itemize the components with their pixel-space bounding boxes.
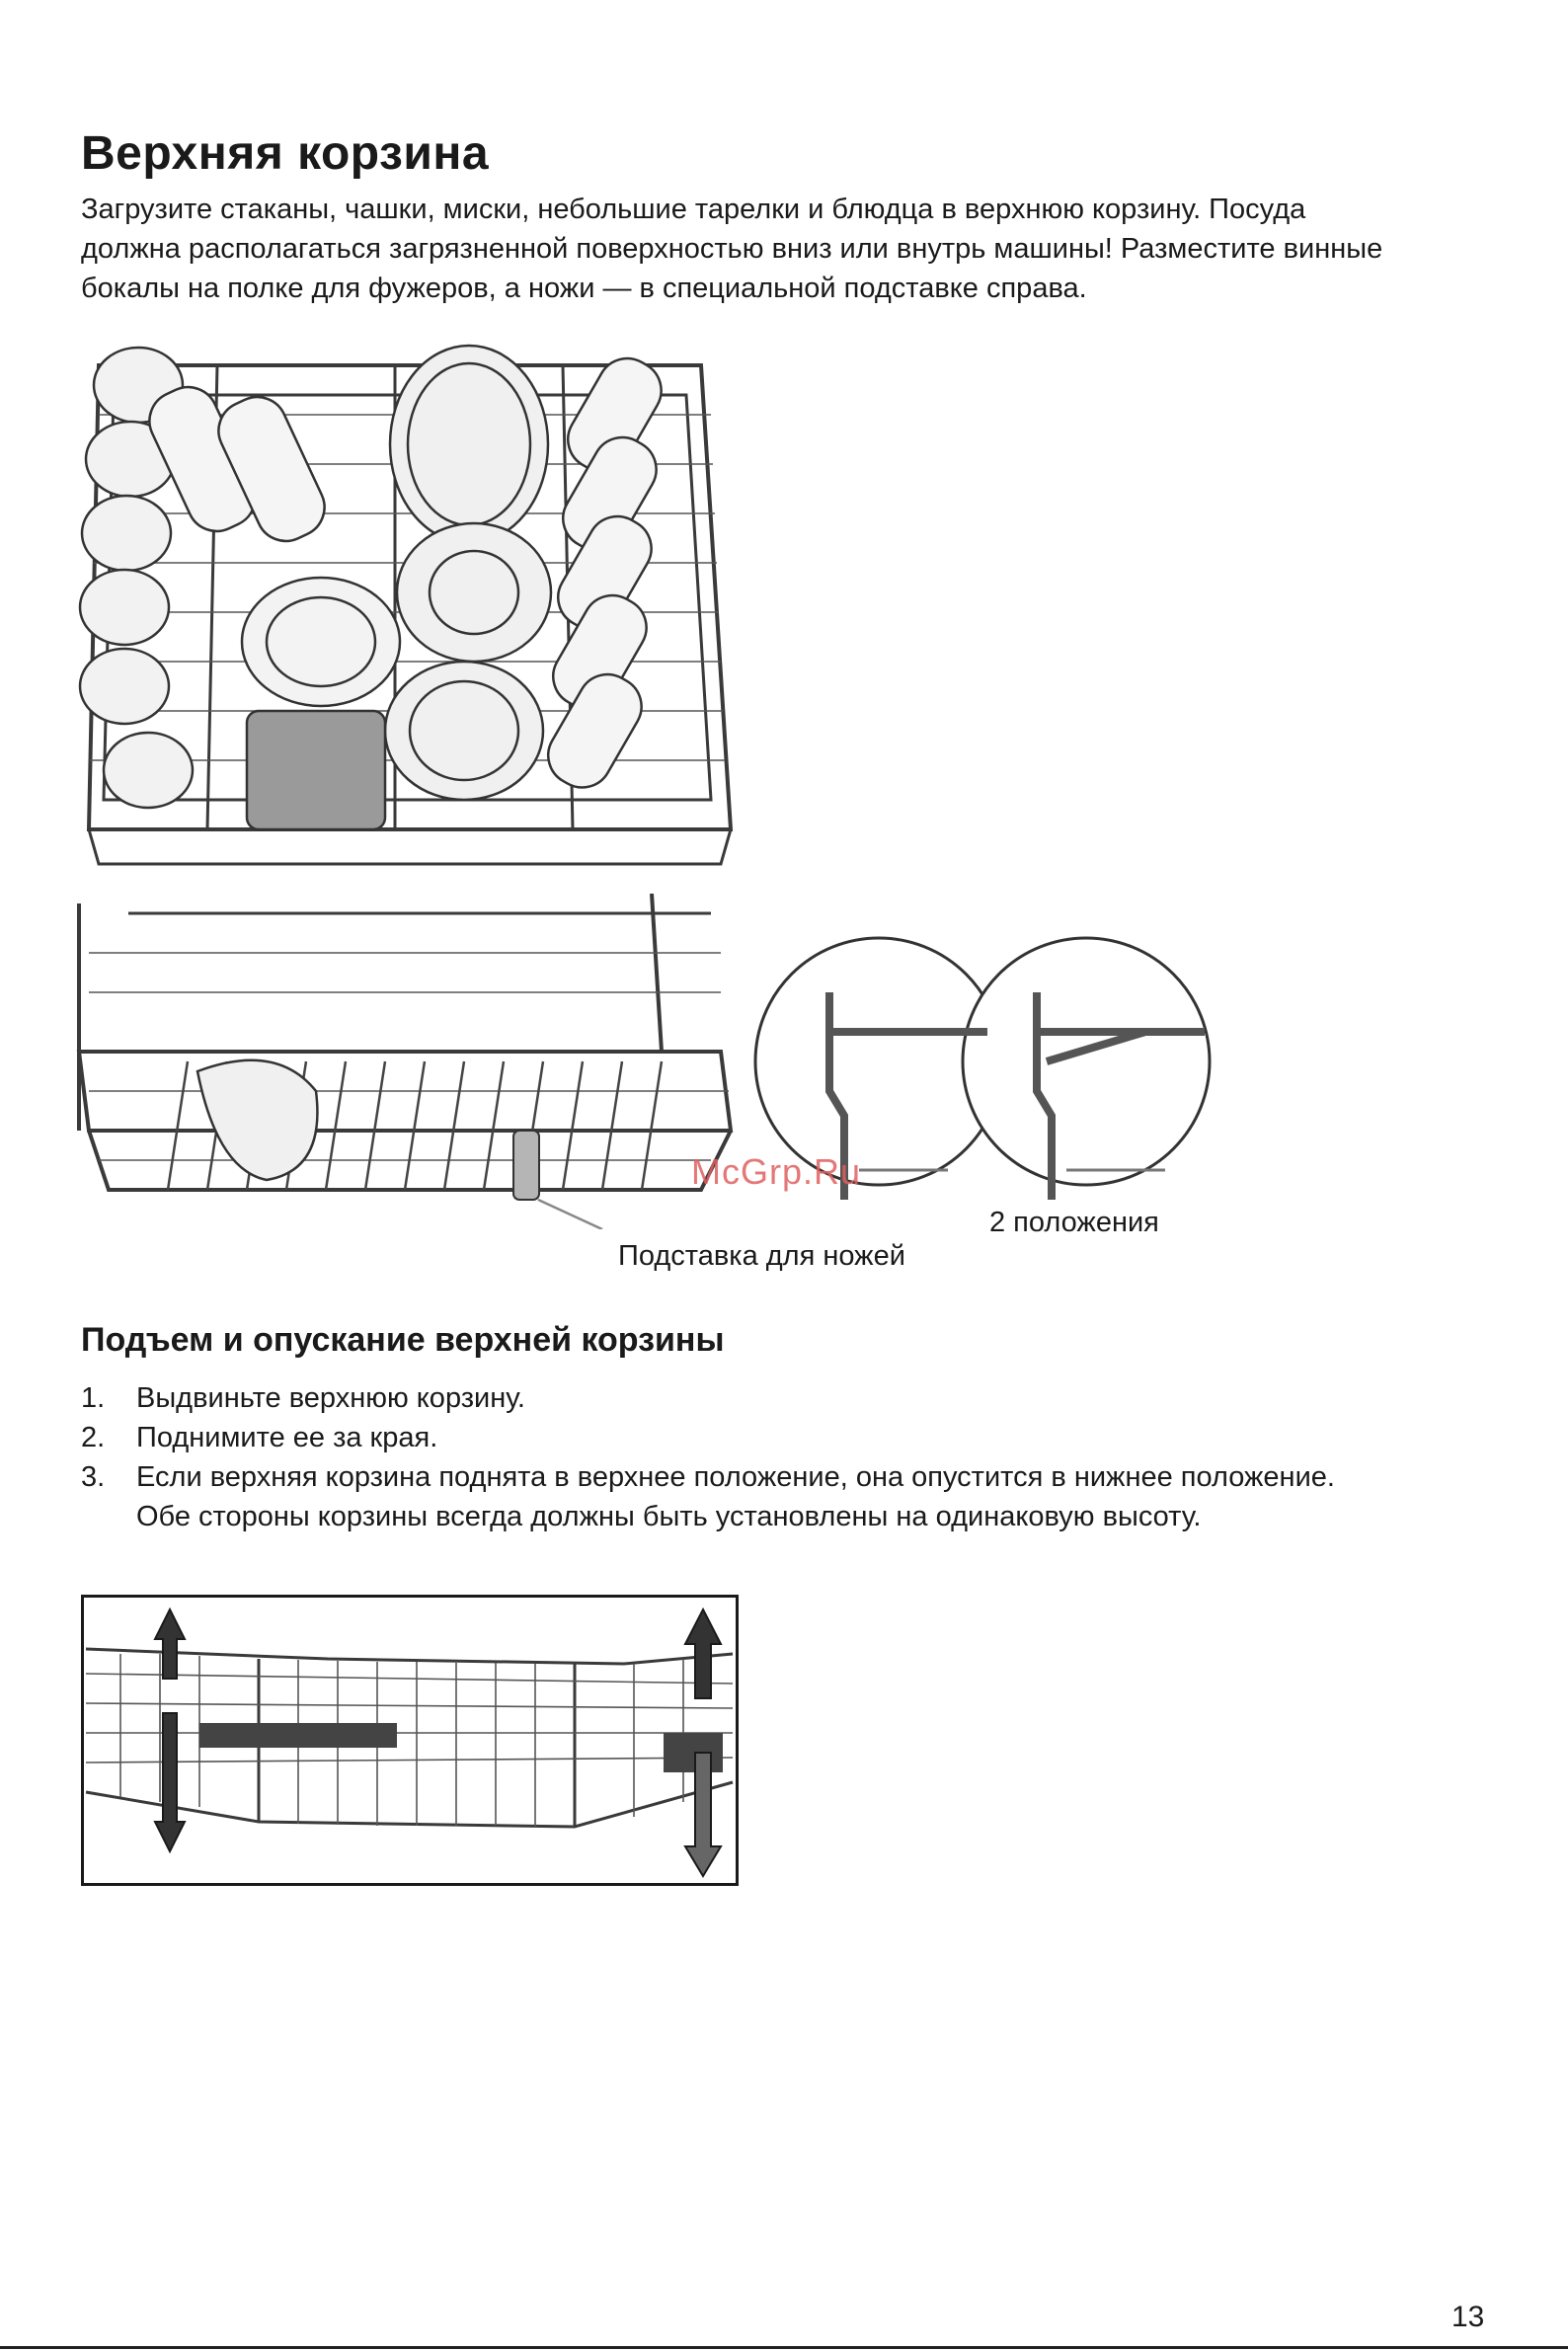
bottom-divider <box>0 2346 1568 2349</box>
step-text: Обе стороны корзины всегда должны быть установлены на одинаковую высоту. <box>136 1501 1202 1532</box>
steps-list <box>81 1378 1523 1536</box>
raise-lower-illustration <box>81 1595 739 1886</box>
two-positions-label: 2 положения <box>989 1207 1159 1238</box>
list-item <box>81 1378 1523 1418</box>
step-text: Выдвиньте верхнюю корзину. <box>136 1382 525 1414</box>
watermark-text: McGrp.Ru <box>691 1151 862 1192</box>
basket-side-view-illustration <box>69 894 741 1229</box>
loaded-basket-illustration <box>69 336 741 869</box>
intro-line: бокалы на полке для фужеров, а ножи — в специальной подставке справа. <box>81 273 1087 304</box>
page-number: 13 <box>1451 2301 1485 2333</box>
step-number: 2. <box>81 1422 106 1453</box>
step-text: Поднимите ее за края. <box>136 1422 438 1453</box>
step-number: 3. <box>81 1461 106 1493</box>
step-number: 1. <box>81 1382 106 1414</box>
knife-holder-label: Подставка для ножей <box>618 1240 905 1272</box>
list-item <box>81 1418 1523 1457</box>
intro-paragraph <box>81 190 1503 308</box>
intro-line: Загрузите стаканы, чашки, миски, небольшие тарелки и блюдца в верхнюю корзину. Посуда <box>81 194 1306 225</box>
intro-line: должна располагаться загрязненной поверхностью вниз или внутрь машины! Разместите винные <box>81 233 1383 265</box>
step-text: Если верхняя корзина поднята в верхнее положение, она опустится в нижнее положение. <box>136 1461 1335 1493</box>
list-item <box>81 1457 1523 1536</box>
page-title: Верхняя корзина <box>81 127 490 180</box>
section-subheading: Подъем и опускание верхней корзины <box>81 1321 725 1359</box>
